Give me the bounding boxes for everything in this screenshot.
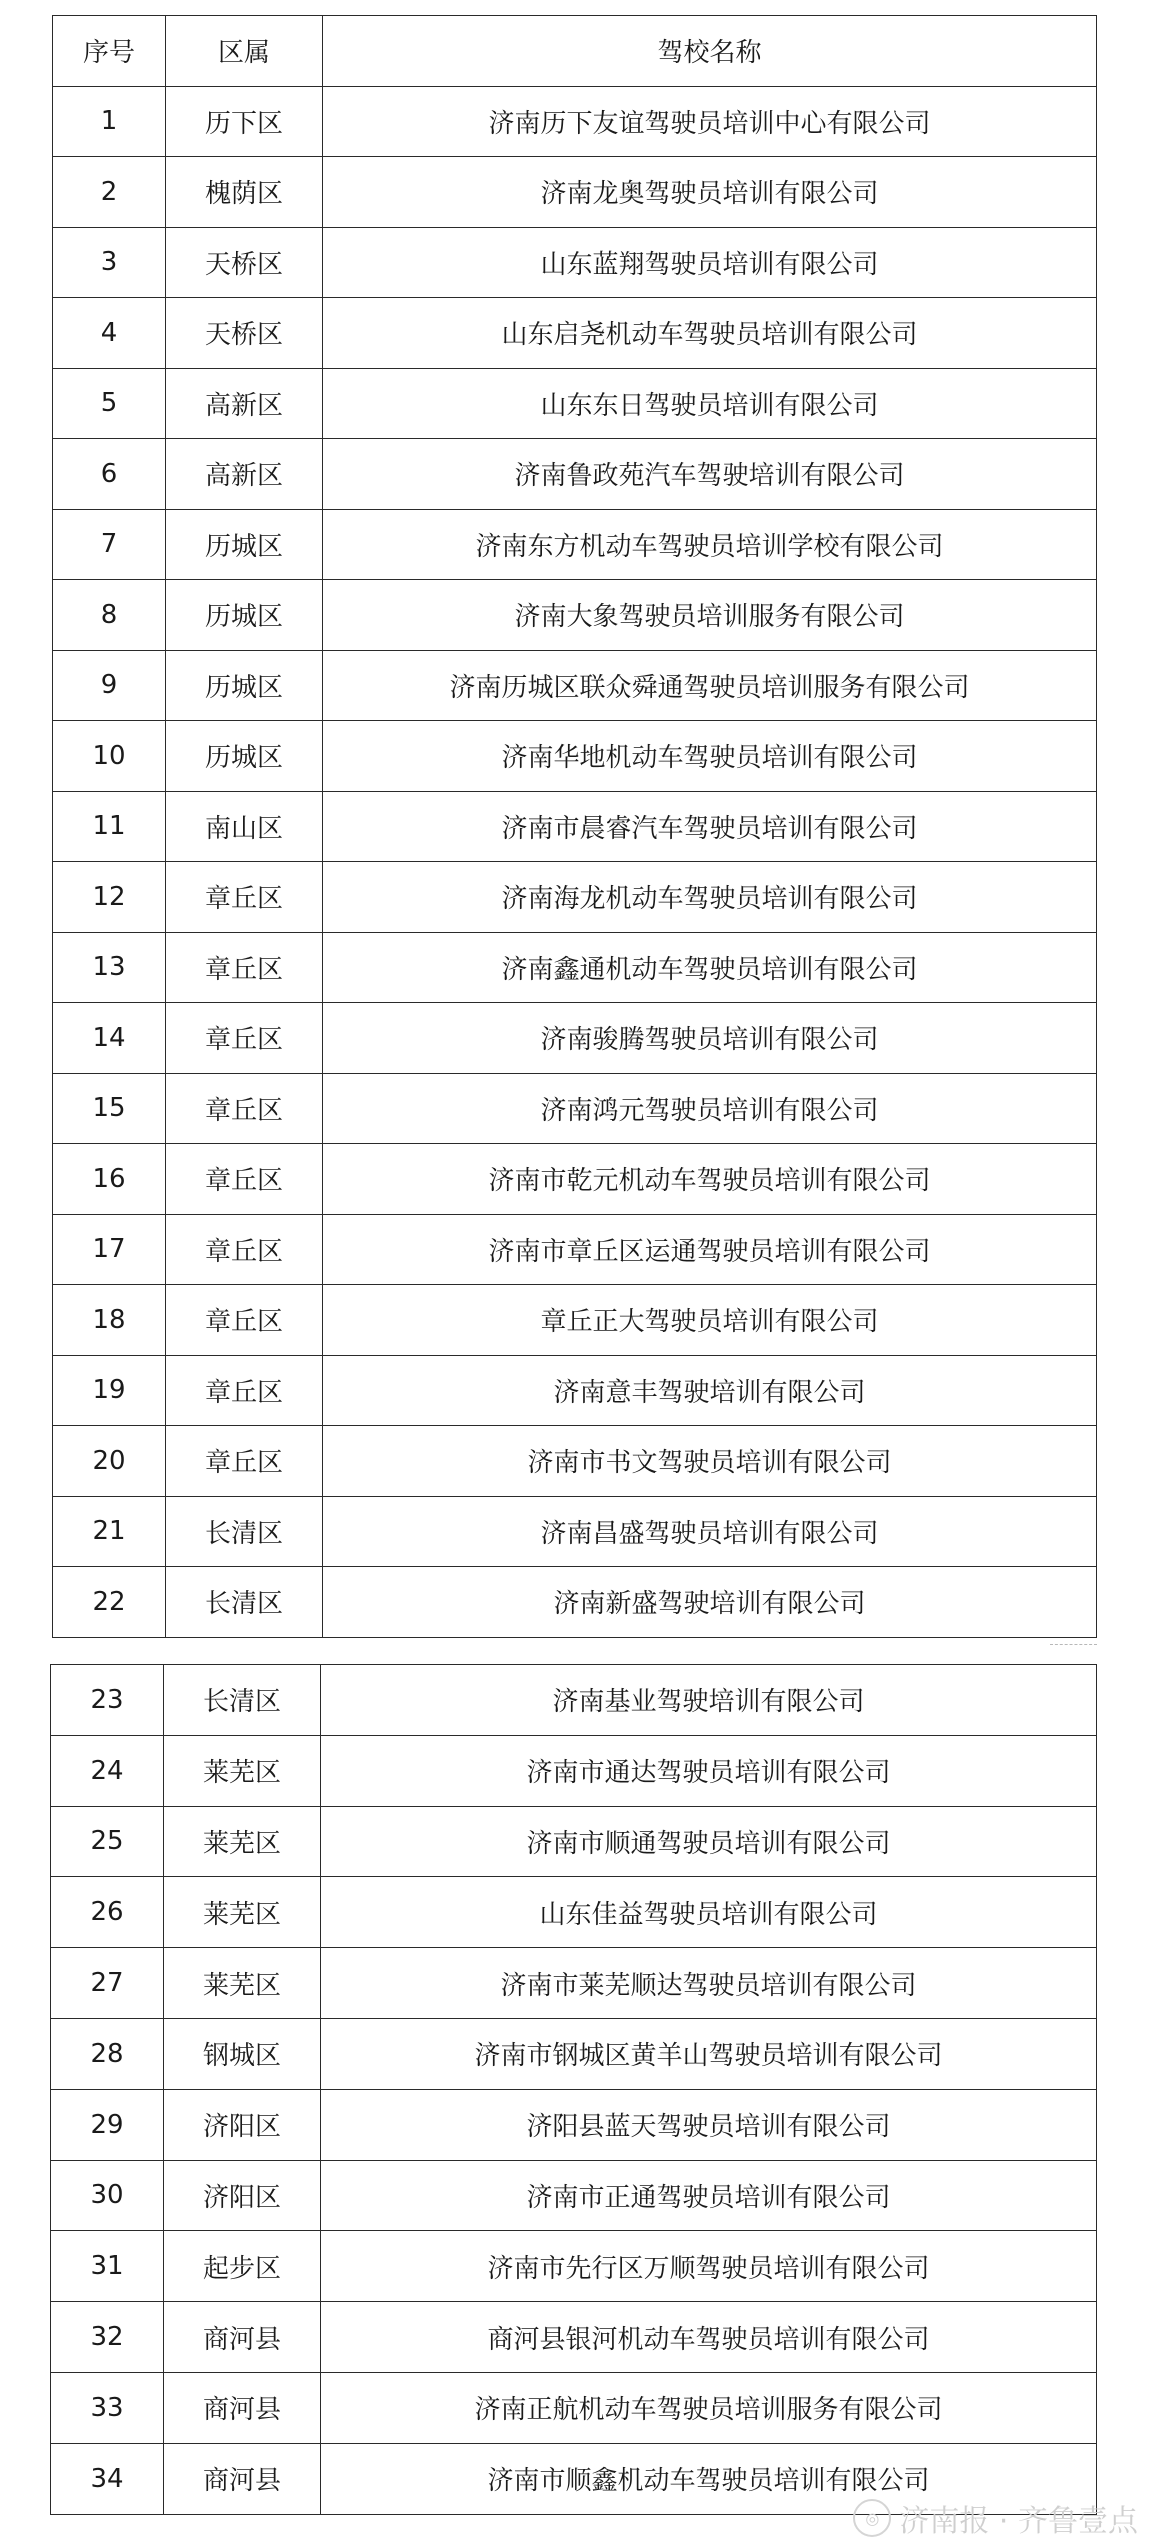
school-table-part-1 bbox=[52, 15, 1097, 1638]
cell-district: 莱芜区 bbox=[164, 1735, 321, 1806]
cell-district: 章丘区 bbox=[166, 1426, 323, 1497]
table-row bbox=[51, 1665, 1097, 1736]
cell-seq: 30 bbox=[51, 2160, 164, 2231]
cell-district: 天桥区 bbox=[166, 227, 323, 298]
cell-school-name: 济南华地机动车驾驶员培训有限公司 bbox=[323, 721, 1097, 792]
table-row bbox=[53, 580, 1097, 651]
table-row bbox=[53, 157, 1097, 228]
cell-district: 济阳区 bbox=[164, 2089, 321, 2160]
cell-seq: 23 bbox=[51, 1665, 164, 1736]
table-row bbox=[53, 1426, 1097, 1497]
cell-school-name: 济南市晨睿汽车驾驶员培训有限公司 bbox=[323, 791, 1097, 862]
cell-school-name: 山东蓝翔驾驶员培训有限公司 bbox=[323, 227, 1097, 298]
cell-seq: 18 bbox=[53, 1285, 166, 1356]
cell-district: 历城区 bbox=[166, 509, 323, 580]
cell-district: 章丘区 bbox=[166, 1144, 323, 1215]
cell-school-name: 济南市钢城区黄羊山驾驶员培训有限公司 bbox=[321, 2018, 1097, 2089]
cell-district: 商河县 bbox=[164, 2372, 321, 2443]
cell-seq: 1 bbox=[53, 86, 166, 157]
cell-seq: 29 bbox=[51, 2089, 164, 2160]
table-row bbox=[53, 298, 1097, 369]
cell-school-name: 济南海龙机动车驾驶员培训有限公司 bbox=[323, 862, 1097, 933]
cell-district: 南山区 bbox=[166, 791, 323, 862]
cell-school-name: 济南市先行区万顺驾驶员培训有限公司 bbox=[321, 2231, 1097, 2302]
header-school-name: 驾校名称 bbox=[323, 16, 1097, 87]
school-table-part-2 bbox=[50, 1664, 1097, 2515]
cell-school-name: 济南骏腾驾驶员培训有限公司 bbox=[323, 1003, 1097, 1074]
cell-seq: 24 bbox=[51, 1735, 164, 1806]
table-row bbox=[53, 721, 1097, 792]
cell-seq: 3 bbox=[53, 227, 166, 298]
cell-school-name: 山东东日驾驶员培训有限公司 bbox=[323, 368, 1097, 439]
cell-district: 长清区 bbox=[164, 1665, 321, 1736]
cell-seq: 8 bbox=[53, 580, 166, 651]
cell-seq: 21 bbox=[53, 1496, 166, 1567]
cell-district: 章丘区 bbox=[166, 1073, 323, 1144]
cell-district: 起步区 bbox=[164, 2231, 321, 2302]
table-row bbox=[51, 2089, 1097, 2160]
cell-seq: 12 bbox=[53, 862, 166, 933]
cell-school-name: 济南大象驾驶员培训服务有限公司 bbox=[323, 580, 1097, 651]
cell-seq: 14 bbox=[53, 1003, 166, 1074]
cell-school-name: 济南市书文驾驶员培训有限公司 bbox=[323, 1426, 1097, 1497]
cell-district: 章丘区 bbox=[166, 1355, 323, 1426]
cell-district: 商河县 bbox=[164, 2302, 321, 2373]
cell-district: 历城区 bbox=[166, 721, 323, 792]
cell-school-name: 济南鲁政苑汽车驾驶培训有限公司 bbox=[323, 439, 1097, 510]
cell-district: 钢城区 bbox=[164, 2018, 321, 2089]
cell-district: 槐荫区 bbox=[166, 157, 323, 228]
cell-school-name: 济南市章丘区运通驾驶员培训有限公司 bbox=[323, 1214, 1097, 1285]
cell-seq: 15 bbox=[53, 1073, 166, 1144]
cell-school-name: 济南市通达驾驶员培训有限公司 bbox=[321, 1735, 1097, 1806]
cell-district: 长清区 bbox=[166, 1567, 323, 1638]
page-break-line bbox=[1050, 1644, 1097, 1645]
cell-district: 章丘区 bbox=[166, 1214, 323, 1285]
cell-seq: 34 bbox=[51, 2443, 164, 2514]
cell-seq: 11 bbox=[53, 791, 166, 862]
cell-district: 商河县 bbox=[164, 2443, 321, 2514]
cell-seq: 4 bbox=[53, 298, 166, 369]
table-row bbox=[51, 2160, 1097, 2231]
table-row bbox=[53, 509, 1097, 580]
cell-seq: 33 bbox=[51, 2372, 164, 2443]
cell-district: 高新区 bbox=[166, 368, 323, 439]
cell-school-name: 济南基业驾驶培训有限公司 bbox=[321, 1665, 1097, 1736]
cell-seq: 22 bbox=[53, 1567, 166, 1638]
table-row bbox=[53, 1285, 1097, 1356]
table-row bbox=[53, 1003, 1097, 1074]
table-row bbox=[53, 1144, 1097, 1215]
cell-district: 济阳区 bbox=[164, 2160, 321, 2231]
table-row bbox=[53, 227, 1097, 298]
table-row bbox=[53, 368, 1097, 439]
cell-seq: 25 bbox=[51, 1806, 164, 1877]
cell-seq: 27 bbox=[51, 1948, 164, 2019]
table-row bbox=[51, 1948, 1097, 2019]
table-row bbox=[51, 2231, 1097, 2302]
table-row bbox=[53, 650, 1097, 721]
cell-school-name: 济南市乾元机动车驾驶员培训有限公司 bbox=[323, 1144, 1097, 1215]
cell-district: 章丘区 bbox=[166, 862, 323, 933]
cell-district: 莱芜区 bbox=[164, 1948, 321, 2019]
cell-school-name: 济南市莱芜顺达驾驶员培训有限公司 bbox=[321, 1948, 1097, 2019]
cell-seq: 19 bbox=[53, 1355, 166, 1426]
cell-seq: 13 bbox=[53, 932, 166, 1003]
table-row bbox=[53, 1355, 1097, 1426]
table-row bbox=[53, 1496, 1097, 1567]
cell-school-name: 山东佳益驾驶员培训有限公司 bbox=[321, 1877, 1097, 1948]
cell-seq: 2 bbox=[53, 157, 166, 228]
cell-seq: 16 bbox=[53, 1144, 166, 1215]
cell-school-name: 济南正航机动车驾驶员培训服务有限公司 bbox=[321, 2372, 1097, 2443]
cell-seq: 6 bbox=[53, 439, 166, 510]
cell-school-name: 济南历城区联众舜通驾驶员培训服务有限公司 bbox=[323, 650, 1097, 721]
cell-district: 章丘区 bbox=[166, 1285, 323, 1356]
watermark-text: 济南报 · 齐鲁壹点 bbox=[899, 2504, 1138, 2539]
cell-district: 莱芜区 bbox=[164, 1806, 321, 1877]
cell-seq: 26 bbox=[51, 1877, 164, 1948]
cell-school-name: 济南鸿元驾驶员培训有限公司 bbox=[323, 1073, 1097, 1144]
cell-seq: 10 bbox=[53, 721, 166, 792]
table-row bbox=[53, 862, 1097, 933]
cell-seq: 7 bbox=[53, 509, 166, 580]
table-row bbox=[51, 1806, 1097, 1877]
cell-seq: 28 bbox=[51, 2018, 164, 2089]
cell-seq: 31 bbox=[51, 2231, 164, 2302]
table-row bbox=[51, 1735, 1097, 1806]
cell-seq: 9 bbox=[53, 650, 166, 721]
cell-school-name: 济南市顺通驾驶员培训有限公司 bbox=[321, 1806, 1097, 1877]
table-row bbox=[51, 2018, 1097, 2089]
cell-district: 历城区 bbox=[166, 580, 323, 651]
cell-school-name: 济南新盛驾驶培训有限公司 bbox=[323, 1567, 1097, 1638]
header-district: 区属 bbox=[166, 16, 323, 87]
cell-school-name: 商河县银河机动车驾驶员培训有限公司 bbox=[321, 2302, 1097, 2373]
table-header-row bbox=[53, 16, 1097, 87]
cell-school-name: 济南意丰驾驶培训有限公司 bbox=[323, 1355, 1097, 1426]
table-row bbox=[51, 1877, 1097, 1948]
cell-school-name: 济南昌盛驾驶员培训有限公司 bbox=[323, 1496, 1097, 1567]
cell-school-name: 山东启尧机动车驾驶员培训有限公司 bbox=[323, 298, 1097, 369]
cell-school-name: 济南鑫通机动车驾驶员培训有限公司 bbox=[323, 932, 1097, 1003]
cell-district: 天桥区 bbox=[166, 298, 323, 369]
cell-school-name: 济南市顺鑫机动车驾驶员培训有限公司 bbox=[321, 2443, 1097, 2514]
cell-district: 历城区 bbox=[166, 650, 323, 721]
cell-district: 高新区 bbox=[166, 439, 323, 510]
table-row bbox=[53, 791, 1097, 862]
cell-seq: 17 bbox=[53, 1214, 166, 1285]
table-row bbox=[53, 1567, 1097, 1638]
cell-school-name: 济南东方机动车驾驶员培训学校有限公司 bbox=[323, 509, 1097, 580]
table-row bbox=[53, 932, 1097, 1003]
table-row bbox=[51, 2302, 1097, 2373]
cell-seq: 32 bbox=[51, 2302, 164, 2373]
table-row bbox=[51, 2372, 1097, 2443]
cell-district: 章丘区 bbox=[166, 1003, 323, 1074]
cell-school-name: 济南龙奥驾驶员培训有限公司 bbox=[323, 157, 1097, 228]
cell-district: 章丘区 bbox=[166, 932, 323, 1003]
table-row bbox=[53, 439, 1097, 510]
cell-school-name: 济南历下友谊驾驶员培训中心有限公司 bbox=[323, 86, 1097, 157]
table-row bbox=[53, 1073, 1097, 1144]
cell-seq: 5 bbox=[53, 368, 166, 439]
cell-school-name: 章丘正大驾驶员培训有限公司 bbox=[323, 1285, 1097, 1356]
cell-district: 历下区 bbox=[166, 86, 323, 157]
table-row bbox=[53, 1214, 1097, 1285]
header-seq: 序号 bbox=[53, 16, 166, 87]
cell-seq: 20 bbox=[53, 1426, 166, 1497]
watermark bbox=[853, 2496, 1138, 2540]
cell-district: 莱芜区 bbox=[164, 1877, 321, 1948]
table-row bbox=[53, 86, 1097, 157]
watermark-logo-icon: ◎ bbox=[853, 2499, 891, 2537]
cell-district: 长清区 bbox=[166, 1496, 323, 1567]
cell-school-name: 济阳县蓝天驾驶员培训有限公司 bbox=[321, 2089, 1097, 2160]
cell-school-name: 济南市正通驾驶员培训有限公司 bbox=[321, 2160, 1097, 2231]
